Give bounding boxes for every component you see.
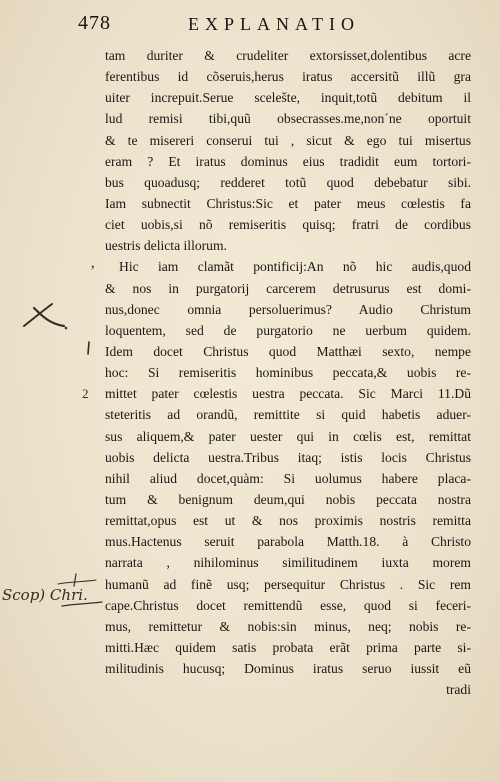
catchword: tradi — [446, 682, 471, 698]
margin-numeral: 2 — [82, 386, 89, 401]
text-line: Hic iam clamãt pontificij:An nõ hic audis,quod — [119, 259, 471, 275]
text-line: nihil aliud docet,quàm: Si uolumus habere placa- — [105, 470, 471, 486]
text-line: nus,donec omnia persoluerimus? Audio Christum — [105, 301, 471, 317]
text-line: ferentibus id cõseruis,herus iratus accersitũ illũ gra — [105, 69, 471, 85]
margin-cross-mark-icon — [20, 300, 70, 336]
text-line: uestris delicta illorum. — [105, 238, 227, 254]
text-line: loquentem, sed de purgatorio ne uerbum quidem. — [105, 322, 471, 338]
text-line: militudinis hucusq; Dominus iratus seruo iussit eũ — [105, 661, 471, 677]
text-block — [105, 45, 471, 700]
text-line: tam duriter & crudeliter extorsisset,dolentibus acre — [105, 48, 471, 63]
text-line: steteritis ad orandũ, remittite si quid habetis aduer- — [105, 407, 471, 423]
text-line: lud remisi tibi,quũ obsecrasses.me,non´ne oportuit — [105, 111, 471, 127]
text-line: remittat,opus est ut & nos proximis nostris remitta — [105, 513, 471, 529]
text-line: mus.Hactenus seruit parabola Matth.18. à Christo — [105, 534, 471, 550]
text-line: & nos in purgatorij carcerem detrusurus est domi- — [105, 280, 471, 296]
text-line: humanũ ad finẽ usq; persequitur Christus . Sic rem — [105, 576, 471, 592]
text-line: hoc: Si remiseritis hominibus peccata,& uobis re- — [105, 365, 471, 381]
page-number: 478 — [78, 12, 111, 34]
text-line: narrata , nihilominus similitudinem iuxta morem — [105, 555, 471, 571]
text-line: mus, remittetur & nobis:sin minus, neq; nobis re- — [105, 618, 471, 634]
margin-mark-comma: ‚ — [90, 254, 96, 271]
text-line: Iam subnectit Christus:Sic et pater meus cœlestis fa — [105, 195, 471, 211]
text-line: tum & benignum deum,qui nobis peccata nostra — [105, 491, 471, 507]
text-line: uobis delicta uestra.Tribus itaq; istis locis Christus — [105, 449, 471, 465]
text-line: uiter increpuit.Serue scelešte, inquit,totũ debitum il — [105, 90, 471, 106]
text-line: mitti.Hæc quidem satis probata erãt prima parte si- — [105, 639, 471, 655]
text-line: sus aliquem,& pater uester qui in cœlis est, remittat — [105, 428, 471, 444]
running-head: EXPLANATIO — [188, 14, 360, 34]
handwritten-annotation: Scop) Chri. — [2, 586, 88, 604]
text-line: bus quoadusq; redderet totũ quod debebatur sibi. — [105, 174, 471, 190]
text-line: eram ? Et iratus dominus eius tradidit eum tortori- — [105, 153, 471, 169]
text-line: cape.Christus docet remittendũ esse, quod si feceri- — [105, 597, 471, 613]
margin-tick-mark-icon — [84, 340, 94, 356]
text-line: ciet uobis,si nõ remiseritis quisq; fratri de cordibus — [105, 217, 471, 233]
text-line: mittet pater cœlestis uestra peccata. Sic Marci 11.Dũ — [105, 386, 471, 402]
handwritten-underline-icon — [56, 572, 104, 608]
text-line: Idem docet Christus quod Matthæi sexto, nempe — [105, 343, 471, 359]
text-line: & te misereri conserui tui , sicut & ego tui misertus — [105, 132, 471, 148]
